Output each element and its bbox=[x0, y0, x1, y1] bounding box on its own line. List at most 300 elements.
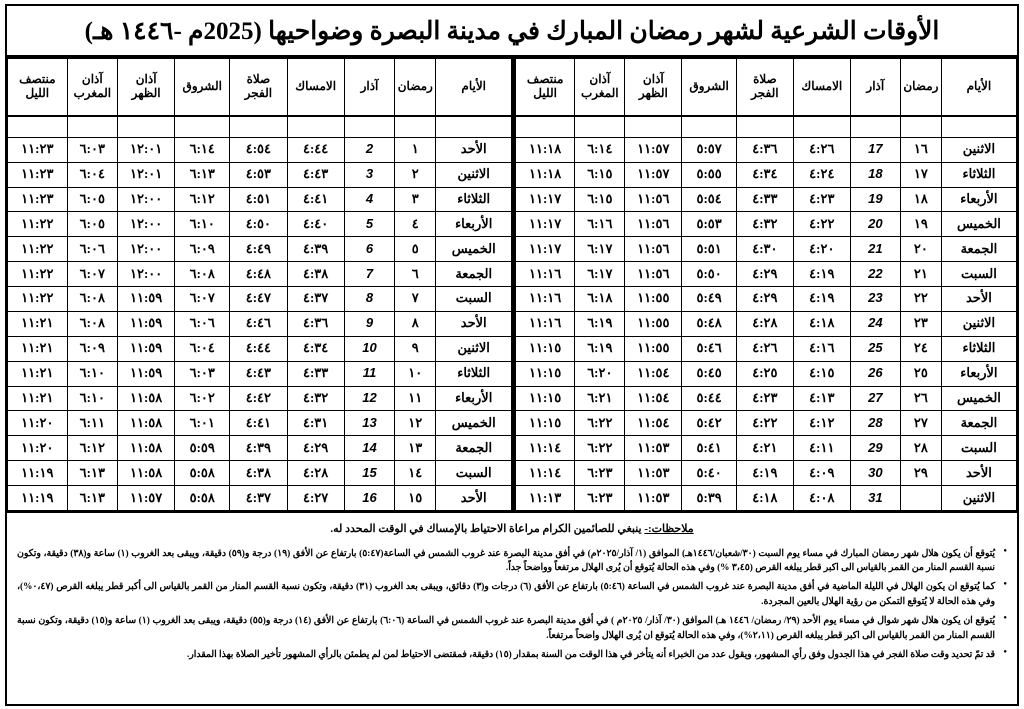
gregorian-date-cell: 11 bbox=[344, 361, 394, 386]
imsak-time-cell: ٤:٣٧ bbox=[287, 287, 344, 312]
midnight-time-cell: ١١:١٦ bbox=[516, 287, 575, 312]
day-name-cell: السبت bbox=[436, 287, 512, 312]
midnight-time-cell: ١١:٢١ bbox=[8, 311, 68, 336]
gregorian-date-cell: 8 bbox=[344, 287, 394, 312]
midnight-time-cell: ١١:٢٣ bbox=[8, 137, 68, 162]
col-header-fajr bbox=[736, 59, 793, 117]
fajr-time-cell: ٤:٤٨ bbox=[230, 262, 287, 287]
fajr-time-cell: ٤:٢١ bbox=[736, 436, 793, 461]
hijri-date-cell bbox=[900, 486, 941, 511]
table-row bbox=[8, 336, 512, 361]
note-item: ● قد تمّ تحديد وقت صلاة الفجر في هذا الجدول وفق رأي المشهور، ويقول عدد من الخبراء أنه يتأخر في هذا الوقت من السنة بمقدار (١٥) دقيقة، فمقتضى الاحتياط لمن لم يطمئن بالرأي المشهور تأخير الصلاة بهذا المقدار. bbox=[17, 648, 1007, 662]
midnight-time-cell: ١١:١٧ bbox=[516, 237, 575, 262]
maghrib-time-cell: ٦:٠٥ bbox=[67, 212, 117, 237]
hijri-date-cell: ١٠ bbox=[395, 361, 436, 386]
fajr-time-cell: ٤:٥٣ bbox=[230, 162, 287, 187]
spacer-cell bbox=[575, 116, 625, 137]
imsak-time-cell: ٤:١٢ bbox=[793, 411, 850, 436]
hijri-date-cell: ١٣ bbox=[395, 436, 436, 461]
hijri-date-cell: ٢٢ bbox=[900, 287, 941, 312]
spacer-cell bbox=[625, 116, 682, 137]
gregorian-date-cell: 5 bbox=[344, 212, 394, 237]
day-name-cell: الاثنين bbox=[941, 311, 1016, 336]
sunrise-time-cell: ٥:٥٧ bbox=[682, 137, 737, 162]
fajr-time-cell: ٤:٢٦ bbox=[736, 336, 793, 361]
maghrib-time-cell: ٦:٢٣ bbox=[575, 486, 625, 511]
hijri-date-cell: ٢ bbox=[395, 162, 436, 187]
fajr-time-cell: ٤:٣٠ bbox=[736, 237, 793, 262]
hijri-date-cell: ٢٤ bbox=[900, 336, 941, 361]
sunrise-time-cell: ٦:٠٨ bbox=[175, 262, 230, 287]
day-name-cell: الجمعة bbox=[941, 237, 1016, 262]
hijri-date-cell: ١٩ bbox=[900, 212, 941, 237]
hijri-date-cell: ٣ bbox=[395, 187, 436, 212]
midnight-time-cell: ١١:١٧ bbox=[516, 187, 575, 212]
gregorian-date-cell: 17 bbox=[850, 137, 900, 162]
gregorian-date-cell: 19 bbox=[850, 187, 900, 212]
table-header-row bbox=[516, 59, 1017, 117]
col-header-maghrib-line1: آذان bbox=[81, 72, 103, 87]
sunrise-time-cell: ٦:١٤ bbox=[175, 137, 230, 162]
sunrise-time-cell: ٥:٤٥ bbox=[682, 361, 737, 386]
dhuhr-time-cell: ١٢:٠٠ bbox=[118, 262, 175, 287]
imsak-time-cell: ٤:٢٨ bbox=[287, 461, 344, 486]
sunrise-time-cell: ٥:٤٠ bbox=[682, 461, 737, 486]
table-spacer-row bbox=[516, 116, 1017, 137]
table-row bbox=[516, 187, 1017, 212]
spacer-cell bbox=[736, 116, 793, 137]
dhuhr-time-cell: ١٢:٠٠ bbox=[118, 237, 175, 262]
spacer-cell bbox=[344, 116, 394, 137]
hijri-date-cell: ٢٧ bbox=[900, 411, 941, 436]
dhuhr-time-cell: ١١:٥٤ bbox=[625, 386, 682, 411]
imsak-time-cell: ٤:٠٨ bbox=[793, 486, 850, 511]
midnight-time-cell: ١١:١٥ bbox=[516, 336, 575, 361]
table-row bbox=[516, 361, 1017, 386]
dhuhr-time-cell: ١١:٥٧ bbox=[625, 137, 682, 162]
table-row bbox=[8, 262, 512, 287]
dhuhr-time-cell: ١١:٥٩ bbox=[118, 287, 175, 312]
dhuhr-time-cell: ١١:٥٦ bbox=[625, 187, 682, 212]
midnight-time-cell: ١١:١٨ bbox=[516, 162, 575, 187]
imsak-time-cell: ٤:٢٤ bbox=[793, 162, 850, 187]
fajr-time-cell: ٤:٤١ bbox=[230, 411, 287, 436]
dhuhr-time-cell: ١١:٥٦ bbox=[625, 212, 682, 237]
hijri-date-cell: ١٧ bbox=[900, 162, 941, 187]
imsak-time-cell: ٤:٣١ bbox=[287, 411, 344, 436]
table-row bbox=[8, 436, 512, 461]
sunrise-time-cell: ٦:١٢ bbox=[175, 187, 230, 212]
gregorian-date-cell: 28 bbox=[850, 411, 900, 436]
hijri-date-cell: ٢٦ bbox=[900, 386, 941, 411]
maghrib-time-cell: ٦:١٣ bbox=[67, 461, 117, 486]
table-header-row bbox=[8, 59, 512, 117]
col-header-fajr-line1: صلاة bbox=[246, 72, 271, 87]
sunrise-time-cell: ٥:٣٩ bbox=[682, 486, 737, 511]
dhuhr-time-cell: ١١:٥٨ bbox=[118, 411, 175, 436]
hijri-date-cell: ٢١ bbox=[900, 262, 941, 287]
fajr-time-cell: ٤:٣٣ bbox=[736, 187, 793, 212]
fajr-time-cell: ٤:٢٢ bbox=[736, 411, 793, 436]
gregorian-date-cell: 14 bbox=[344, 436, 394, 461]
note-item: ● كما يُتوقع ان يكون الهلال في الليلة الماضية في أفق مدينة البصرة عند غروب الشمس في الساعة (٥:٤٦) بارتفاع عن الأفق (٦) درجات و(٣) دقائق، ويبقى بعد الغروب (٣١) دقيقة، وتكون نسبة القسم المنار من القمر بالقياس الى أكبر قطر يبلغه القرص (٠،٤٧%)، وفي هذه الحالة لا يُتوقع التمكن من رؤية الهلال بالعين المجردة. bbox=[17, 580, 1007, 609]
table-row bbox=[516, 386, 1017, 411]
midnight-time-cell: ١١:٢٣ bbox=[8, 162, 68, 187]
midnight-time-cell: ١١:٢٠ bbox=[8, 436, 68, 461]
maghrib-time-cell: ٦:٢٣ bbox=[575, 461, 625, 486]
page-title: الأوقات الشرعية لشهر رمضان المبارك في مدينة البصرة وضواحيها (2025م -١٤٤٦ هـ) bbox=[84, 17, 940, 45]
col-header-fajr bbox=[230, 59, 287, 117]
table-half-first bbox=[7, 58, 512, 511]
sunrise-time-cell: ٦:١٣ bbox=[175, 162, 230, 187]
fajr-time-cell: ٤:٢٩ bbox=[736, 262, 793, 287]
maghrib-time-cell: ٦:١١ bbox=[67, 411, 117, 436]
gregorian-date-cell: 20 bbox=[850, 212, 900, 237]
notes-list bbox=[17, 547, 1007, 663]
table-row bbox=[8, 162, 512, 187]
fajr-time-cell: ٤:٣٤ bbox=[736, 162, 793, 187]
day-name-cell: الخميس bbox=[436, 411, 512, 436]
dhuhr-time-cell: ١٢:٠٠ bbox=[118, 212, 175, 237]
maghrib-time-cell: ٦:٢٢ bbox=[575, 436, 625, 461]
table-body-first bbox=[8, 116, 512, 511]
fajr-time-cell: ٤:٢٣ bbox=[736, 386, 793, 411]
col-header-shuruq: الشروق bbox=[175, 59, 230, 117]
hijri-date-cell: ٤ bbox=[395, 212, 436, 237]
imsak-time-cell: ٤:٢٢ bbox=[793, 212, 850, 237]
maghrib-time-cell: ٦:١٠ bbox=[67, 361, 117, 386]
table-row bbox=[8, 311, 512, 336]
col-header-day: الأيام bbox=[941, 59, 1016, 117]
table-body-second bbox=[516, 116, 1017, 511]
sunrise-time-cell: ٦:٠٤ bbox=[175, 336, 230, 361]
fajr-time-cell: ٤:٤٩ bbox=[230, 237, 287, 262]
dhuhr-time-cell: ١١:٥٦ bbox=[625, 262, 682, 287]
imsak-time-cell: ٤:٢٩ bbox=[287, 436, 344, 461]
spacer-cell bbox=[682, 116, 737, 137]
hijri-date-cell: ١٢ bbox=[395, 411, 436, 436]
sunrise-time-cell: ٦:٠٣ bbox=[175, 361, 230, 386]
imsak-time-cell: ٤:١٩ bbox=[793, 287, 850, 312]
hijri-date-cell: ١٦ bbox=[900, 137, 941, 162]
spacer-cell bbox=[436, 116, 512, 137]
imsak-time-cell: ٤:٤١ bbox=[287, 187, 344, 212]
col-header-dhuhr-line2: الظهر bbox=[131, 86, 161, 100]
spacer-cell bbox=[850, 116, 900, 137]
hijri-date-cell: ١ bbox=[395, 137, 436, 162]
gregorian-date-cell: 21 bbox=[850, 237, 900, 262]
fajr-time-cell: ٤:٤٢ bbox=[230, 386, 287, 411]
fajr-time-cell: ٤:١٩ bbox=[736, 461, 793, 486]
table-row bbox=[8, 461, 512, 486]
table-row bbox=[516, 262, 1017, 287]
spacer-cell bbox=[516, 116, 575, 137]
midnight-time-cell: ١١:١٦ bbox=[516, 311, 575, 336]
midnight-time-cell: ١١:٢٣ bbox=[8, 187, 68, 212]
fajr-time-cell: ٤:٥٠ bbox=[230, 212, 287, 237]
day-name-cell: السبت bbox=[941, 436, 1016, 461]
day-name-cell: الأحد bbox=[436, 486, 512, 511]
midnight-time-cell: ١١:٢٠ bbox=[8, 411, 68, 436]
col-header-midnight-line2: الليل bbox=[25, 86, 50, 100]
day-name-cell: الأربعاء bbox=[941, 187, 1016, 212]
dhuhr-time-cell: ١١:٥٨ bbox=[118, 436, 175, 461]
maghrib-time-cell: ٦:١٧ bbox=[575, 237, 625, 262]
table-row bbox=[516, 162, 1017, 187]
day-name-cell: الجمعة bbox=[941, 411, 1016, 436]
fajr-time-cell: ٤:٣٦ bbox=[736, 137, 793, 162]
col-header-dhuhr-line1: آذان bbox=[135, 72, 157, 87]
dhuhr-time-cell: ١١:٥٨ bbox=[118, 461, 175, 486]
imsak-time-cell: ٤:٣٦ bbox=[287, 311, 344, 336]
dhuhr-time-cell: ١١:٥٣ bbox=[625, 486, 682, 511]
maghrib-time-cell: ٦:١٠ bbox=[67, 386, 117, 411]
maghrib-time-cell: ٦:٠٨ bbox=[67, 311, 117, 336]
day-name-cell: الخميس bbox=[941, 386, 1016, 411]
hijri-date-cell: ٨ bbox=[395, 311, 436, 336]
spacer-cell bbox=[287, 116, 344, 137]
day-name-cell: السبت bbox=[436, 461, 512, 486]
table-row bbox=[516, 287, 1017, 312]
day-name-cell: الأحد bbox=[436, 137, 512, 162]
spacer-cell bbox=[8, 116, 68, 137]
maghrib-time-cell: ٦:١٦ bbox=[575, 212, 625, 237]
dhuhr-time-cell: ١١:٥٥ bbox=[625, 336, 682, 361]
col-header-midnight bbox=[516, 59, 575, 117]
sunrise-time-cell: ٥:٤٤ bbox=[682, 386, 737, 411]
table-row bbox=[516, 411, 1017, 436]
gregorian-date-cell: 26 bbox=[850, 361, 900, 386]
note-item: ● يُتوقع أن يكون هلال شهر رمضان المبارك في مساء يوم السبت (٣٠/شعبان/١٤٤٦هـ) الموافق (١/ آذار/٢٠٢٥م) في أفق مدينة البصرة عند غروب الشمس في الساعة(٥:٤٧) بارتفاع عن الأفق (١٩) درجة و(٥٩) دقيقة، ويبقى بعد الغروب (١) ساعة و(٣٨) دقيقة، وتكون نسبة القسم المنار من القمر بالقياس الى اكبر قطر يبلغه القرص (٣،٤٥ %) وفي هذه الحالة يُتوقع أن يُرى الهلال مرتفعاً وواضحاً جداً. bbox=[17, 547, 1007, 576]
fajr-time-cell: ٤:٣٨ bbox=[230, 461, 287, 486]
fajr-time-cell: ٤:٢٨ bbox=[736, 311, 793, 336]
dhuhr-time-cell: ١٢:٠٠ bbox=[118, 187, 175, 212]
imsak-time-cell: ٤:٣٣ bbox=[287, 361, 344, 386]
sunrise-time-cell: ٦:١٠ bbox=[175, 212, 230, 237]
midnight-time-cell: ١١:١٨ bbox=[516, 137, 575, 162]
midnight-time-cell: ١١:١٤ bbox=[516, 436, 575, 461]
col-header-gregorian: آذار bbox=[344, 59, 394, 117]
table-row bbox=[516, 486, 1017, 511]
day-name-cell: الأربعاء bbox=[941, 361, 1016, 386]
table-row bbox=[516, 137, 1017, 162]
gregorian-date-cell: 23 bbox=[850, 287, 900, 312]
gregorian-date-cell: 18 bbox=[850, 162, 900, 187]
table-row bbox=[516, 237, 1017, 262]
table-row bbox=[516, 311, 1017, 336]
gregorian-date-cell: 7 bbox=[344, 262, 394, 287]
midnight-time-cell: ١١:٢١ bbox=[8, 336, 68, 361]
table-row bbox=[8, 237, 512, 262]
col-header-dhuhr bbox=[118, 59, 175, 117]
prayer-times-table-second bbox=[515, 58, 1017, 511]
maghrib-time-cell: ٦:١٣ bbox=[67, 486, 117, 511]
col-header-day: الأيام bbox=[436, 59, 512, 117]
fajr-time-cell: ٤:٣٩ bbox=[230, 436, 287, 461]
gregorian-date-cell: 16 bbox=[344, 486, 394, 511]
maghrib-time-cell: ٦:٠٥ bbox=[67, 187, 117, 212]
maghrib-time-cell: ٦:٢٠ bbox=[575, 361, 625, 386]
table-spacer-row bbox=[8, 116, 512, 137]
col-header-midnight-line1: منتصف bbox=[19, 72, 56, 87]
dhuhr-time-cell: ١١:٥٣ bbox=[625, 461, 682, 486]
imsak-time-cell: ٤:١٦ bbox=[793, 336, 850, 361]
gregorian-date-cell: 22 bbox=[850, 262, 900, 287]
notes-section bbox=[5, 513, 1019, 706]
midnight-time-cell: ١١:١٥ bbox=[516, 386, 575, 411]
spacer-cell bbox=[941, 116, 1016, 137]
col-header-maghrib bbox=[575, 59, 625, 117]
imsak-time-cell: ٤:١١ bbox=[793, 436, 850, 461]
fajr-time-cell: ٤:١٨ bbox=[736, 486, 793, 511]
sunrise-time-cell: ٥:٥١ bbox=[682, 237, 737, 262]
hijri-date-cell: ١٥ bbox=[395, 486, 436, 511]
prayer-times-tables bbox=[5, 58, 1019, 513]
col-header-hijri: رمضان bbox=[900, 59, 941, 117]
fajr-time-cell: ٤:٥٤ bbox=[230, 137, 287, 162]
dhuhr-time-cell: ١١:٥٩ bbox=[118, 361, 175, 386]
table-row bbox=[8, 212, 512, 237]
imsak-time-cell: ٤:٤٤ bbox=[287, 137, 344, 162]
col-header-fajr-line2: الفجر bbox=[751, 86, 779, 100]
gregorian-date-cell: 25 bbox=[850, 336, 900, 361]
maghrib-time-cell: ٦:٠٨ bbox=[67, 287, 117, 312]
table-half-second bbox=[512, 58, 1017, 511]
notes-heading-text: ينبغي للصائمين الكرام مراعاة الاحتياط بالإمساك في الوقت المحدد له. bbox=[330, 523, 642, 535]
imsak-time-cell: ٤:٢٦ bbox=[793, 137, 850, 162]
table-row bbox=[8, 386, 512, 411]
col-header-imsak: الامساك bbox=[793, 59, 850, 117]
maghrib-time-cell: ٦:٠٦ bbox=[67, 237, 117, 262]
title-banner bbox=[5, 4, 1019, 58]
midnight-time-cell: ١١:٢٢ bbox=[8, 237, 68, 262]
spacer-cell bbox=[67, 116, 117, 137]
fajr-time-cell: ٤:٣٧ bbox=[230, 486, 287, 511]
fajr-time-cell: ٤:٢٩ bbox=[736, 287, 793, 312]
table-row bbox=[516, 461, 1017, 486]
fajr-time-cell: ٤:٥١ bbox=[230, 187, 287, 212]
hijri-date-cell: ١١ bbox=[395, 386, 436, 411]
gregorian-date-cell: 13 bbox=[344, 411, 394, 436]
table-row bbox=[8, 137, 512, 162]
col-header-maghrib bbox=[67, 59, 117, 117]
sunrise-time-cell: ٦:٠٩ bbox=[175, 237, 230, 262]
hijri-date-cell: ٢٩ bbox=[900, 461, 941, 486]
maghrib-time-cell: ٦:٢١ bbox=[575, 386, 625, 411]
sunrise-time-cell: ٥:٤٦ bbox=[682, 336, 737, 361]
day-name-cell: الاثنين bbox=[941, 137, 1016, 162]
gregorian-date-cell: 30 bbox=[850, 461, 900, 486]
col-header-midnight-line1: منتصف bbox=[526, 72, 564, 87]
day-name-cell: الاثنين bbox=[436, 162, 512, 187]
fajr-time-cell: ٤:٤٤ bbox=[230, 336, 287, 361]
fajr-time-cell: ٤:٢٥ bbox=[736, 361, 793, 386]
table-row bbox=[8, 287, 512, 312]
hijri-date-cell: ١٤ bbox=[395, 461, 436, 486]
col-header-gregorian: آذار bbox=[850, 59, 900, 117]
day-name-cell: الثلاثاء bbox=[436, 187, 512, 212]
imsak-time-cell: ٤:٣٩ bbox=[287, 237, 344, 262]
dhuhr-time-cell: ١١:٥٣ bbox=[625, 436, 682, 461]
imsak-time-cell: ٤:٢٠ bbox=[793, 237, 850, 262]
spacer-cell bbox=[175, 116, 230, 137]
table-row bbox=[8, 187, 512, 212]
imsak-time-cell: ٤:١٣ bbox=[793, 386, 850, 411]
gregorian-date-cell: 12 bbox=[344, 386, 394, 411]
spacer-cell bbox=[230, 116, 287, 137]
sunrise-time-cell: ٥:٥٩ bbox=[175, 436, 230, 461]
table-row bbox=[8, 411, 512, 436]
sunrise-time-cell: ٥:٤٢ bbox=[682, 411, 737, 436]
hijri-date-cell: ٩ bbox=[395, 336, 436, 361]
table-row bbox=[516, 336, 1017, 361]
midnight-time-cell: ١١:١٤ bbox=[516, 461, 575, 486]
dhuhr-time-cell: ١١:٥٩ bbox=[118, 311, 175, 336]
midnight-time-cell: ١١:٢٢ bbox=[8, 212, 68, 237]
dhuhr-time-cell: ١١:٥٥ bbox=[625, 311, 682, 336]
imsak-time-cell: ٤:٤٠ bbox=[287, 212, 344, 237]
gregorian-date-cell: 31 bbox=[850, 486, 900, 511]
gregorian-date-cell: 3 bbox=[344, 162, 394, 187]
day-name-cell: الأربعاء bbox=[436, 386, 512, 411]
day-name-cell: الأربعاء bbox=[436, 212, 512, 237]
maghrib-time-cell: ٦:١٨ bbox=[575, 287, 625, 312]
col-header-dhuhr-line2: الظهر bbox=[638, 86, 668, 100]
maghrib-time-cell: ٦:٠٧ bbox=[67, 262, 117, 287]
hijri-date-cell: ٢٨ bbox=[900, 436, 941, 461]
dhuhr-time-cell: ١١:٥٨ bbox=[118, 386, 175, 411]
midnight-time-cell: ١١:٢١ bbox=[8, 386, 68, 411]
maghrib-time-cell: ٦:١٩ bbox=[575, 311, 625, 336]
day-name-cell: الثلاثاء bbox=[941, 336, 1016, 361]
dhuhr-time-cell: ١١:٥٦ bbox=[625, 237, 682, 262]
sunrise-time-cell: ٥:٤٩ bbox=[682, 287, 737, 312]
gregorian-date-cell: 2 bbox=[344, 137, 394, 162]
sunrise-time-cell: ٥:٥٣ bbox=[682, 212, 737, 237]
day-name-cell: الثلاثاء bbox=[436, 361, 512, 386]
dhuhr-time-cell: ١١:٥٤ bbox=[625, 411, 682, 436]
col-header-maghrib-line2: المغرب bbox=[581, 86, 619, 100]
maghrib-time-cell: ٦:٢٢ bbox=[575, 411, 625, 436]
sunrise-time-cell: ٦:٠١ bbox=[175, 411, 230, 436]
spacer-cell bbox=[793, 116, 850, 137]
sunrise-time-cell: ٥:٤١ bbox=[682, 436, 737, 461]
day-name-cell: الاثنين bbox=[436, 336, 512, 361]
midnight-time-cell: ١١:١٦ bbox=[516, 262, 575, 287]
col-header-maghrib-line1: آذان bbox=[589, 72, 611, 87]
day-name-cell: السبت bbox=[941, 262, 1016, 287]
day-name-cell: الأحد bbox=[436, 311, 512, 336]
midnight-time-cell: ١١:٢١ bbox=[8, 361, 68, 386]
gregorian-date-cell: 4 bbox=[344, 187, 394, 212]
gregorian-date-cell: 24 bbox=[850, 311, 900, 336]
midnight-time-cell: ١١:١٥ bbox=[516, 411, 575, 436]
maghrib-time-cell: ٦:١٥ bbox=[575, 162, 625, 187]
maghrib-time-cell: ٦:١٥ bbox=[575, 187, 625, 212]
notes-heading bbox=[17, 521, 1007, 538]
spacer-cell bbox=[900, 116, 941, 137]
col-header-fajr-line2: الفجر bbox=[244, 86, 273, 100]
sunrise-time-cell: ٦:٠٦ bbox=[175, 311, 230, 336]
hijri-date-cell: ٢٣ bbox=[900, 311, 941, 336]
table-row bbox=[516, 212, 1017, 237]
gregorian-date-cell: 27 bbox=[850, 386, 900, 411]
day-name-cell: الأحد bbox=[941, 461, 1016, 486]
imsak-time-cell: ٤:٢٣ bbox=[793, 187, 850, 212]
gregorian-date-cell: 6 bbox=[344, 237, 394, 262]
sunrise-time-cell: ٥:٥٨ bbox=[175, 486, 230, 511]
fajr-time-cell: ٤:٣٢ bbox=[736, 212, 793, 237]
